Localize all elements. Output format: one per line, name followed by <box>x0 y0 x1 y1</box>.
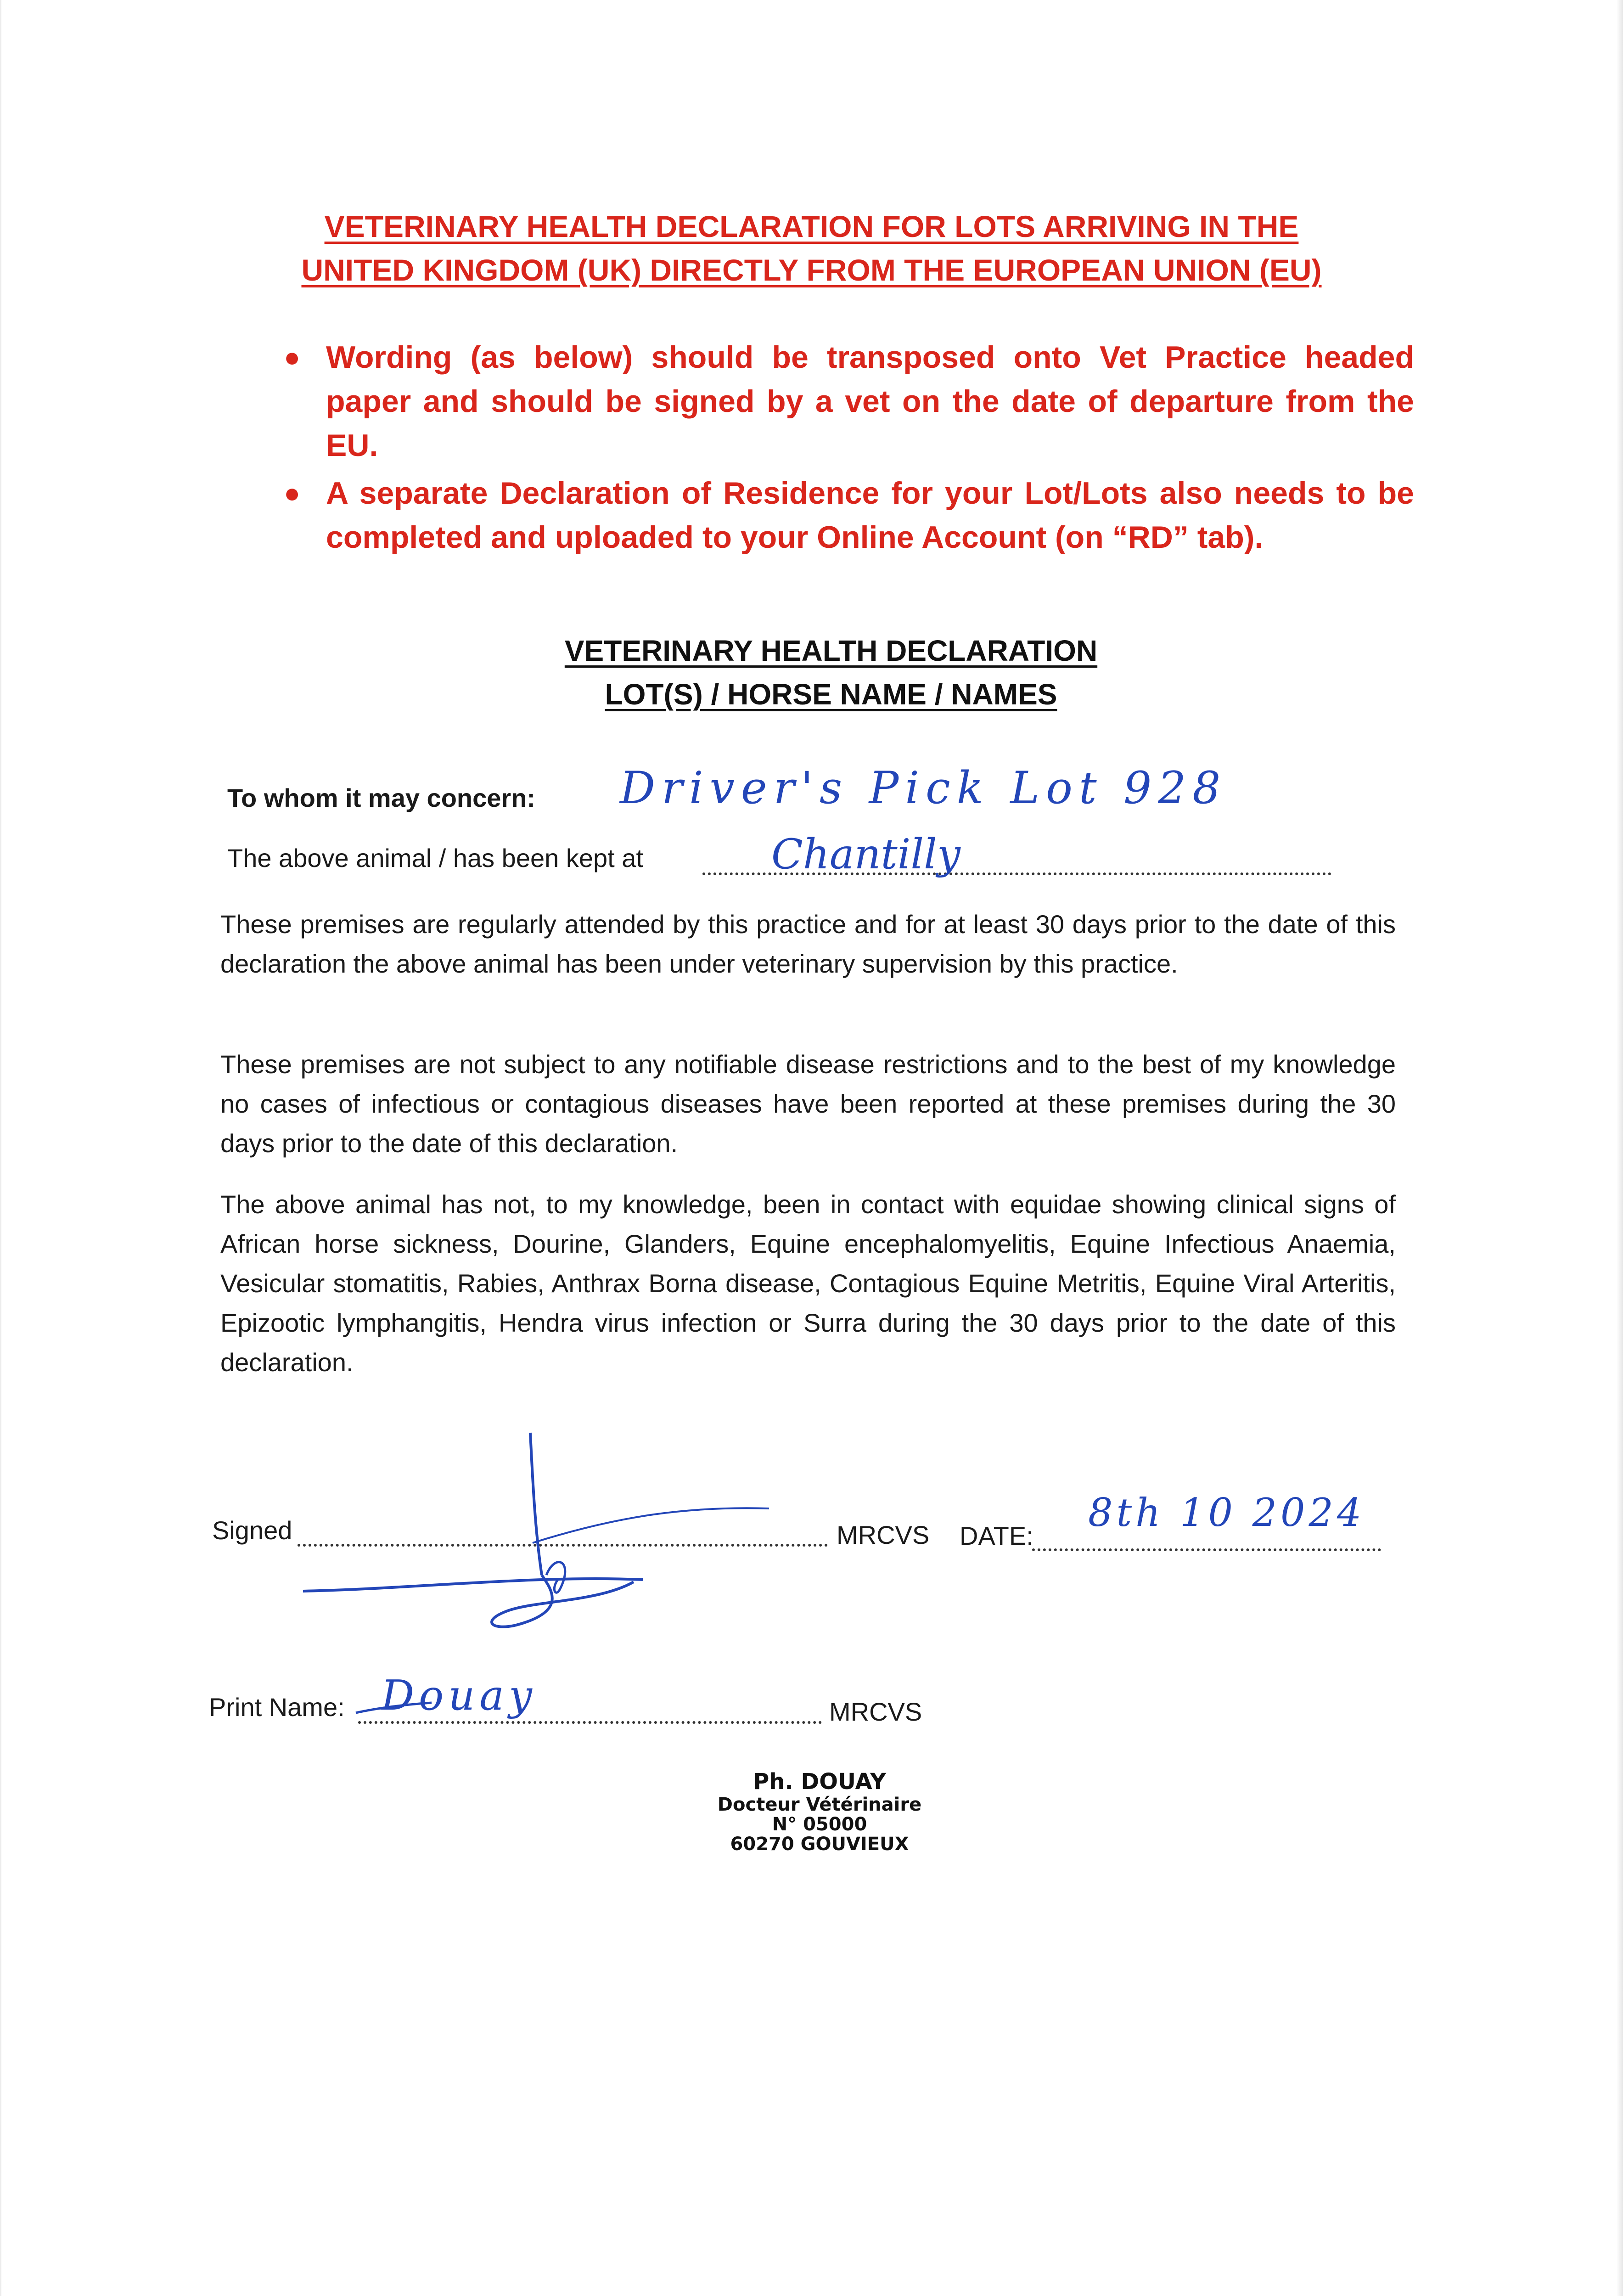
signed-label: Signed <box>212 1516 292 1545</box>
horse-lot-handwritten: Driver's Pick Lot 928 <box>620 762 1227 814</box>
print-name-mrcvs-label: MRCVS <box>829 1697 922 1726</box>
paragraph-supervision: These premises are regularly attended by this practice and for at least 30 days prior to the date of this declaration the above animal has been under veterinary supervision by this practice. <box>220 910 1396 978</box>
scan-edge-right <box>1617 0 1623 2296</box>
instruction-list <box>275 335 1414 559</box>
instruction-text: A separate Declaration of Residence for your Lot/Lots also needs to be completed and uploaded to your Online Account (on “RD” tab). <box>326 476 1414 555</box>
date-handwritten: 8th 10 2024 <box>1088 1490 1365 1535</box>
bullet-icon: ● <box>284 478 301 508</box>
premises-handwritten: Chantilly <box>771 830 960 878</box>
stamp-address: 60270 GOUVIEUX <box>730 1834 909 1855</box>
to-whom-label: To whom it may concern: <box>227 783 536 812</box>
header-title-line2: UNITED KINGDOM (UK) DIRECTLY FROM THE EUROPEAN UNION (EU) <box>301 253 1322 287</box>
instruction-item <box>275 471 1414 559</box>
instruction-text: Wording (as below) should be transposed onto Vet Practice headed paper and should be signed by a vet on the date of departure from the EU. <box>326 340 1414 463</box>
stamp-title: Docteur Vétérinaire <box>717 1794 922 1815</box>
declaration-heading-line1: VETERINARY HEALTH DECLARATION <box>564 634 1098 667</box>
scan-edge-left <box>0 0 1 2296</box>
bullet-icon: ● <box>284 342 301 372</box>
header-title-line1: VETERINARY HEALTH DECLARATION FOR LOTS ARRIVING IN THE <box>324 209 1299 243</box>
date-label: DATE: <box>960 1521 1033 1550</box>
declaration-heading-line2: LOT(S) / HORSE NAME / NAMES <box>605 678 1057 711</box>
paragraph-restrictions: These premises are not subject to any notifiable disease restrictions and to the best of my knowledge no cases of infectious or contagious diseases have been reported at these premises during the 30 days prior to the date of this declaration. <box>220 1050 1396 1158</box>
print-name-flourish <box>354 1699 436 1717</box>
stamp-name: Ph. DOUAY <box>753 1769 886 1795</box>
vet-stamp <box>0 1770 1623 1856</box>
instruction-item <box>275 335 1414 467</box>
paragraph-contact: The above animal has not, to my knowledge, been in contact with equidae showing clinical signs of African horse sickness, Dourine, Glanders, Equine encephalomyelitis, Equine Infectious Anaemia, Vesicular stomatitis, Rabies, Anthrax Borna disease, Contagious Equine Metritis, Equine Viral Arteritis, Epizootic lymphangitis, Hendra virus infection or Surra during the 30 days prior to the date of this declaration. <box>220 1190 1396 1377</box>
print-name-handwritten: Douay <box>381 1671 537 1720</box>
mrcvs-label: MRCVS <box>837 1520 930 1549</box>
date-dotted-line <box>1032 1548 1381 1551</box>
kept-at-label: The above animal / has been kept at <box>227 844 643 872</box>
signature-drawing <box>275 1424 826 1644</box>
stamp-number: N° 05000 <box>772 1814 867 1835</box>
print-name-label: Print Name: <box>209 1693 345 1722</box>
print-name-dotted-line <box>358 1721 822 1724</box>
